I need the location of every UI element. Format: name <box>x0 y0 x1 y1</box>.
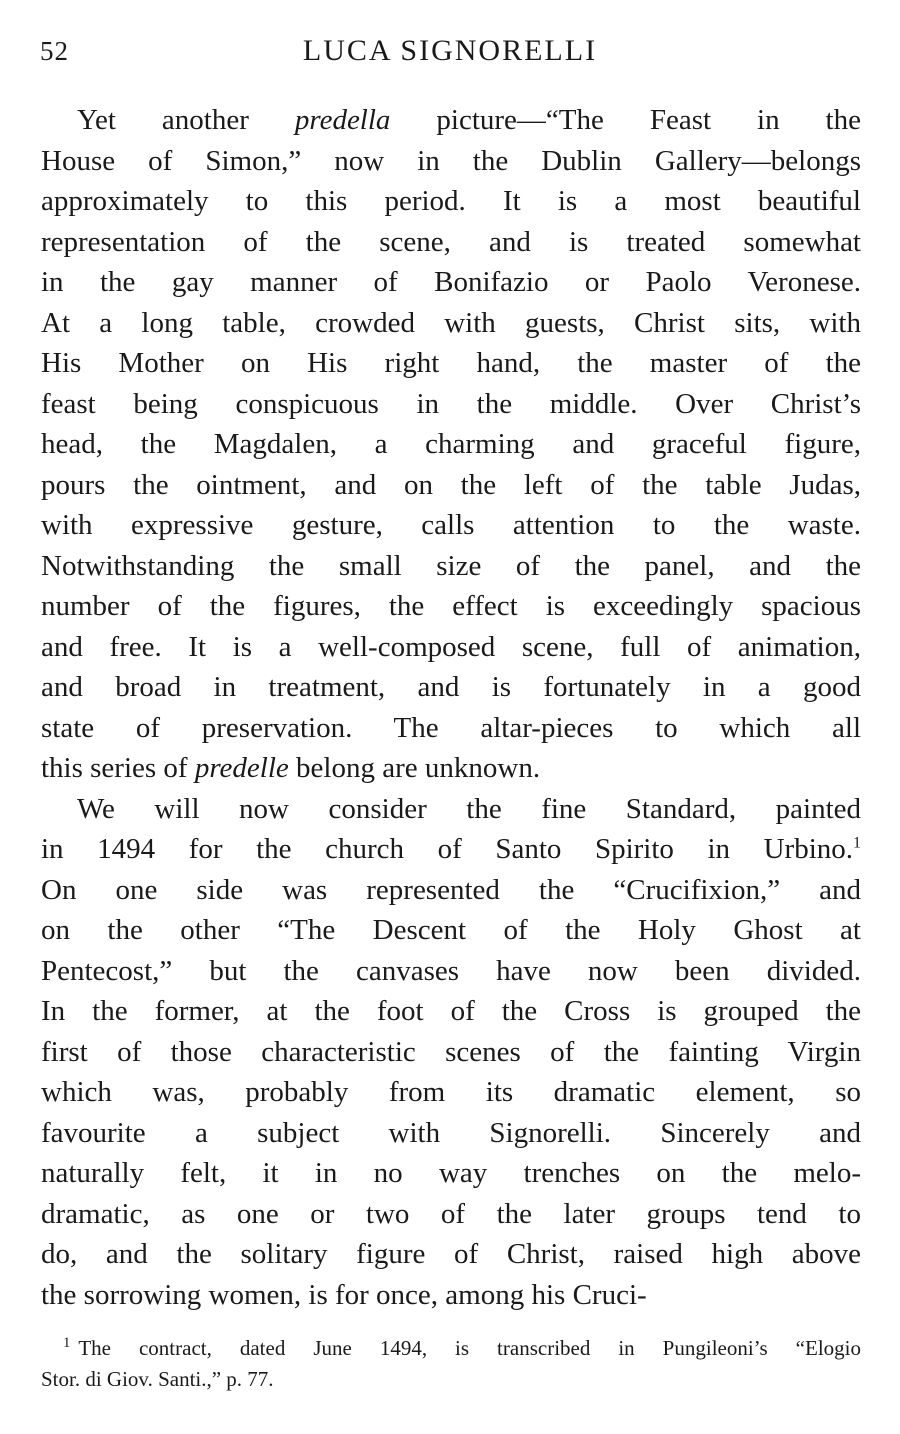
text-line: representation of the scene, and is treated somewhat <box>41 225 861 258</box>
text-line: feast being conspicuous in the middle. Over Christ’s <box>41 387 861 420</box>
running-head: LUCA SIGNORELLI <box>302 34 598 67</box>
text-line: first of those characteristic scenes of the fainting Virgin <box>41 1035 861 1068</box>
text-line: and free. It is a well-composed scene, full of animation, <box>41 630 861 663</box>
body-text <box>41 100 861 1315</box>
text-line: with expressive gesture, calls attention to the waste. <box>41 509 861 541</box>
footnote-line <box>41 1364 861 1395</box>
text-line: In the former, at the foot of the Cross is grouped the <box>41 995 861 1027</box>
text-line: in 1494 for the church of Santo Spirito in Urbino.$^1$ <box>41 833 861 865</box>
text-line: do, and the solitary figure of Christ, raised high above <box>41 1238 861 1270</box>
text-line: on the other “The Descent of the Holy Ghost at <box>41 914 861 946</box>
page-header <box>40 30 860 74</box>
text-line: approximately to this period. It is a most beautiful <box>41 185 861 217</box>
text-line: His Mother on His right hand, the master of the <box>41 347 861 379</box>
text-line: On one side was represented the “Crucifixion,” and <box>41 873 861 906</box>
text-line: Notwithstanding the small size of the panel, and the <box>41 549 861 582</box>
text-line: House of Simon,” now in the Dublin Gallery—belongs <box>41 144 861 177</box>
italic-term: predelle <box>194 752 289 784</box>
footnotes <box>41 1333 861 1395</box>
text-line: this series of predelle belong are unknown. <box>41 752 541 784</box>
footnote-reference[interactable]: 1 <box>853 834 861 852</box>
text-line: naturally felt, it in no way trenches on the melo- <box>41 1157 861 1189</box>
text-line: Pentecost,” but the canvases have now been divided. <box>41 954 861 987</box>
text-line: state of preservation. The altar-pieces to which all <box>41 711 861 744</box>
text-line: We will now consider the fine Standard, painted <box>77 792 861 825</box>
text-line: number of the figures, the effect is exceedingly spacious <box>41 590 861 622</box>
text-line: which was, probably from its dramatic element, so <box>41 1076 861 1108</box>
text-line: pours the ointment, and on the left of the table Judas, <box>41 468 861 501</box>
text-line: in the gay manner of Bonifazio or Paolo Veronese. <box>41 266 861 298</box>
text-line: and broad in treatment, and is fortunately in a good <box>41 671 861 703</box>
text-line: favourite a subject with Signorelli. Sincerely and <box>41 1116 861 1149</box>
text-line: At a long table, crowded with guests, Christ sits, with <box>41 306 861 339</box>
footnote-text: Stor. di Giov. Santi.,” p. 77. <box>41 1367 274 1391</box>
text-line: the sorrowing women, is for once, among his Cruci- <box>41 1278 647 1311</box>
page-number: 52 <box>40 36 69 66</box>
text-line: dramatic, as one or two of the later groups tend to <box>41 1197 861 1230</box>
italic-term: predella <box>294 104 391 136</box>
footnote-line <box>41 1333 861 1364</box>
text-line: head, the Magdalen, a charming and graceful figure, <box>41 428 861 460</box>
footnote-text: The contract, dated June 1494, is transcribed in Pungileoni’s “Elogio <box>78 1336 861 1360</box>
footnote-marker: 1 <box>63 1335 71 1351</box>
text-line: Yet another predella picture—“The Feast in the <box>77 104 861 136</box>
